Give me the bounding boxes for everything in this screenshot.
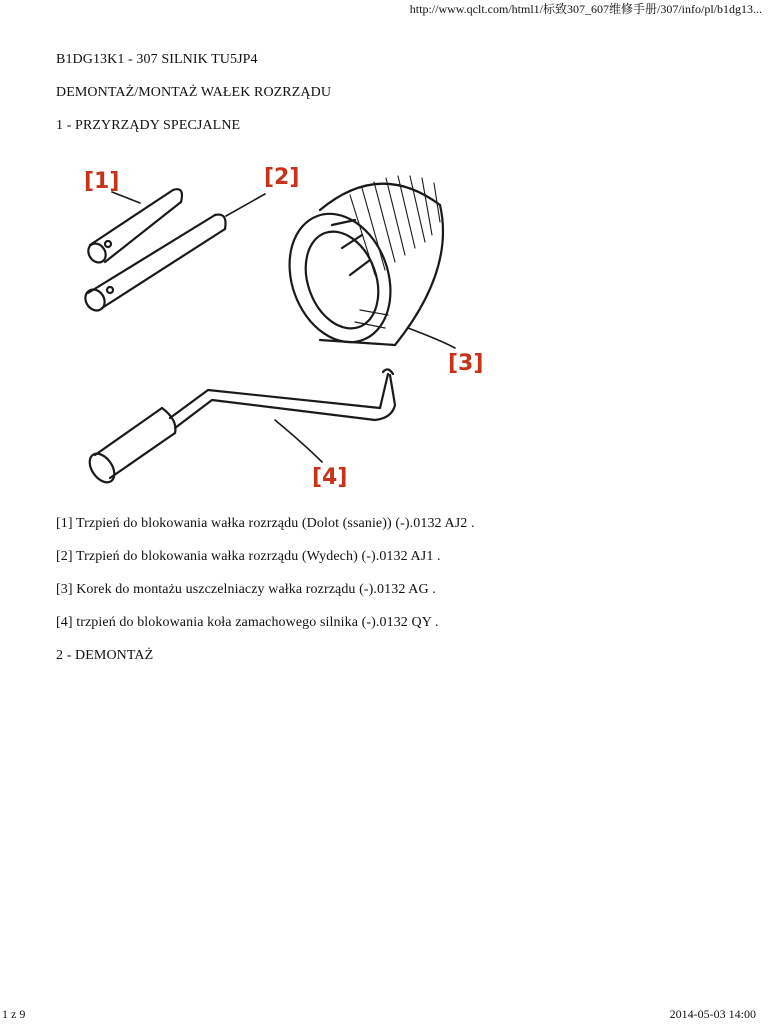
document-title: B1DG13K1 - 307 SILNIK TU5JP4 <box>56 52 258 67</box>
callout-label-2: [2] <box>264 165 300 190</box>
tool-description-3: [3] Korek do montażu uszczelniaczy wałka rozrządu (-).0132 AG . <box>56 582 436 597</box>
callout-label-3: [3] <box>448 351 484 376</box>
callout-label-1: [1] <box>84 169 120 194</box>
callout-label-4: [4] <box>312 465 348 490</box>
tool-description-2: [2] Trzpień do blokowania wałka rozrządu (Wydech) (-).0132 AJ1 . <box>56 549 441 564</box>
section-heading-disassembly: 2 - DEMONTAŻ <box>56 648 154 663</box>
tool-4-flywheel-pin <box>85 369 395 486</box>
tool-description-4: [4] trzpień do blokowania koła zamachowego silnika (-).0132 QY . <box>56 615 439 630</box>
section-heading-special-tools: 1 - PRZYRZĄDY SPECJALNE <box>56 118 241 133</box>
source-url: http://www.qclt.com/html1/标致307_607维修手册/307/info/pl/b1dg13... <box>409 2 762 16</box>
tool-3-sealing-plug <box>272 176 443 356</box>
tool-description-1: [1] Trzpień do blokowania wałka rozrządu (Dolot (ssanie)) (-).0132 AJ2 . <box>56 516 475 531</box>
special-tools-illustration <box>50 150 500 500</box>
document-subtitle: DEMONTAŻ/MONTAŻ WAŁEK ROZRZĄDU <box>56 85 332 100</box>
page-number: 1 z 9 <box>2 1007 26 1021</box>
tool-2-long-pin <box>82 215 226 315</box>
print-datetime: 2014-05-03 14:00 <box>669 1007 756 1021</box>
